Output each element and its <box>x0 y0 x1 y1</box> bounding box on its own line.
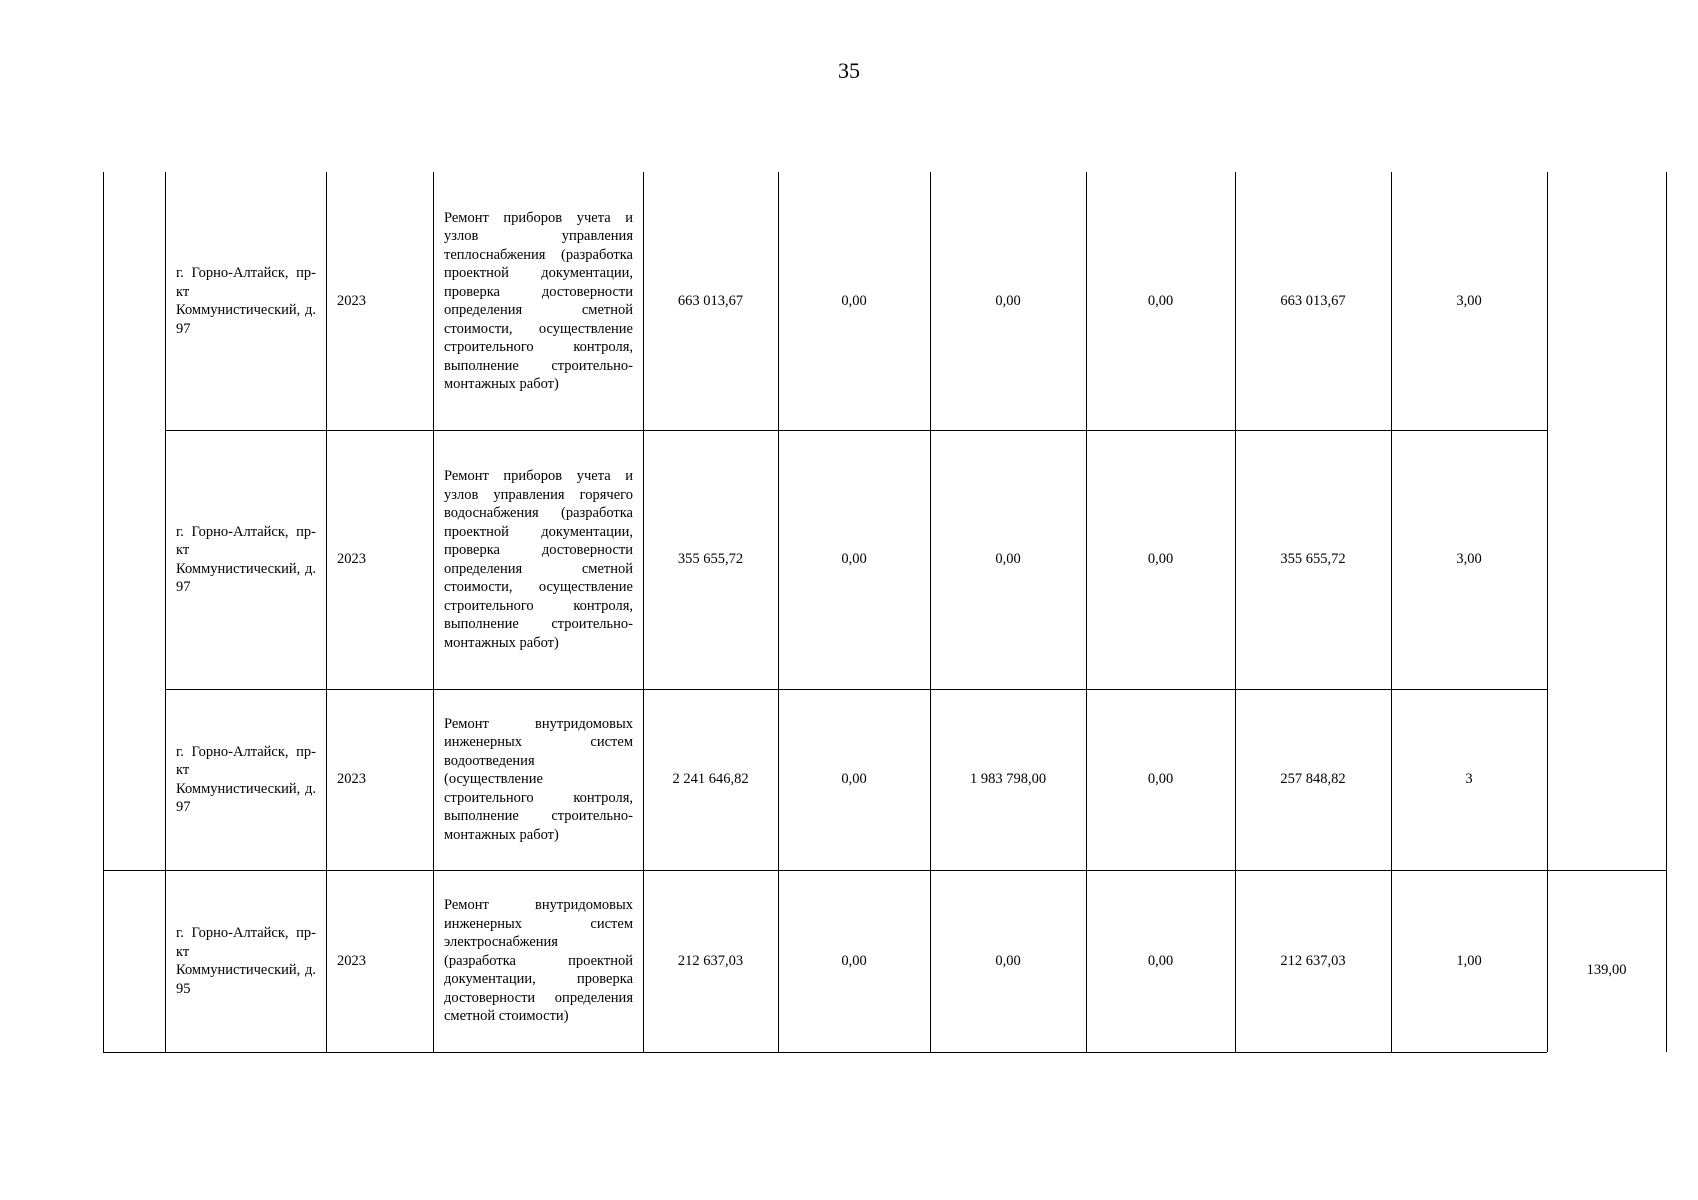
amount-cell: 355 655,72 <box>1280 551 1346 568</box>
value-cell: 3,00 <box>1456 292 1482 309</box>
amount-cell: 0,00 <box>841 292 867 309</box>
total-cost-cell: 355 655,72 <box>677 551 744 568</box>
year-cell: 2023 <box>337 952 366 969</box>
value-cell: 3 <box>1465 771 1473 788</box>
value-cell: 3,00 <box>1456 551 1482 568</box>
side-value-cell: 139,00 <box>1586 961 1627 978</box>
amount-cell: 0,00 <box>995 292 1021 309</box>
address-cell: г. Горно-Алтайск, пр-кт Коммунистический, д. 97 <box>176 265 316 337</box>
amount-cell: 212 637,03 <box>1280 952 1346 969</box>
amount-cell: 0,00 <box>995 551 1021 568</box>
amount-cell: 1 983 798,00 <box>969 771 1047 788</box>
amount-cell: 0,00 <box>841 551 867 568</box>
table-border-left <box>103 172 104 1052</box>
page-number: 35 <box>838 58 860 83</box>
year-cell: 2023 <box>337 292 366 309</box>
amount-cell: 663 013,67 <box>1280 292 1346 309</box>
total-cost-cell: 212 637,03 <box>677 952 744 969</box>
table-border-bottom <box>103 1052 1547 1053</box>
description-cell: Ремонт внутридомовых инженерных систем электроснабжения (разработка проектной документации, проверка достоверности определения сметной стоимости) <box>444 897 633 1025</box>
amount-cell: 0,00 <box>1147 292 1174 309</box>
year-cell: 2023 <box>337 551 366 568</box>
amount-cell: 0,00 <box>841 952 867 969</box>
amount-cell: 257 848,82 <box>1280 771 1346 788</box>
amount-cell: 0,00 <box>995 952 1021 969</box>
amount-cell: 0,00 <box>1147 952 1174 969</box>
amount-cell: 0,00 <box>1147 551 1174 568</box>
address-cell: г. Горно-Алтайск, пр-кт Коммунистический, д. 97 <box>176 743 316 815</box>
total-cost-cell: 2 241 646,82 <box>672 771 749 788</box>
description-cell: Ремонт приборов учета и узлов управления горячего водоснабжения (разработка проектной документации, проверка достоверности определения сметной стоимости, осуществление строительного контроля, выполнение строительно-монтажных работ) <box>444 468 633 651</box>
description-cell: Ремонт приборов учета и узлов управления теплоснабжения (разработка проектной документации, проверка достоверности определения сметной стоимости, осуществление строительного контроля, выполнение строительно-монтажных работ) <box>444 209 633 392</box>
total-cost-cell: 663 013,67 <box>677 292 744 309</box>
value-cell: 1,00 <box>1456 952 1482 969</box>
table-border-right <box>1666 172 1667 1052</box>
amount-cell: 0,00 <box>841 771 867 788</box>
address-cell: г. Горно-Алтайск, пр-кт Коммунистический, д. 95 <box>176 925 316 997</box>
amount-cell: 0,00 <box>1147 771 1174 788</box>
description-cell: Ремонт внутридомовых инженерных систем водоотведения (осуществление строительного контроля, выполнение строительно-монтажных работ) <box>444 715 633 843</box>
year-cell: 2023 <box>337 771 366 788</box>
address-cell: г. Горно-Алтайск, пр-кт Коммунистический, д. 97 <box>176 523 316 595</box>
